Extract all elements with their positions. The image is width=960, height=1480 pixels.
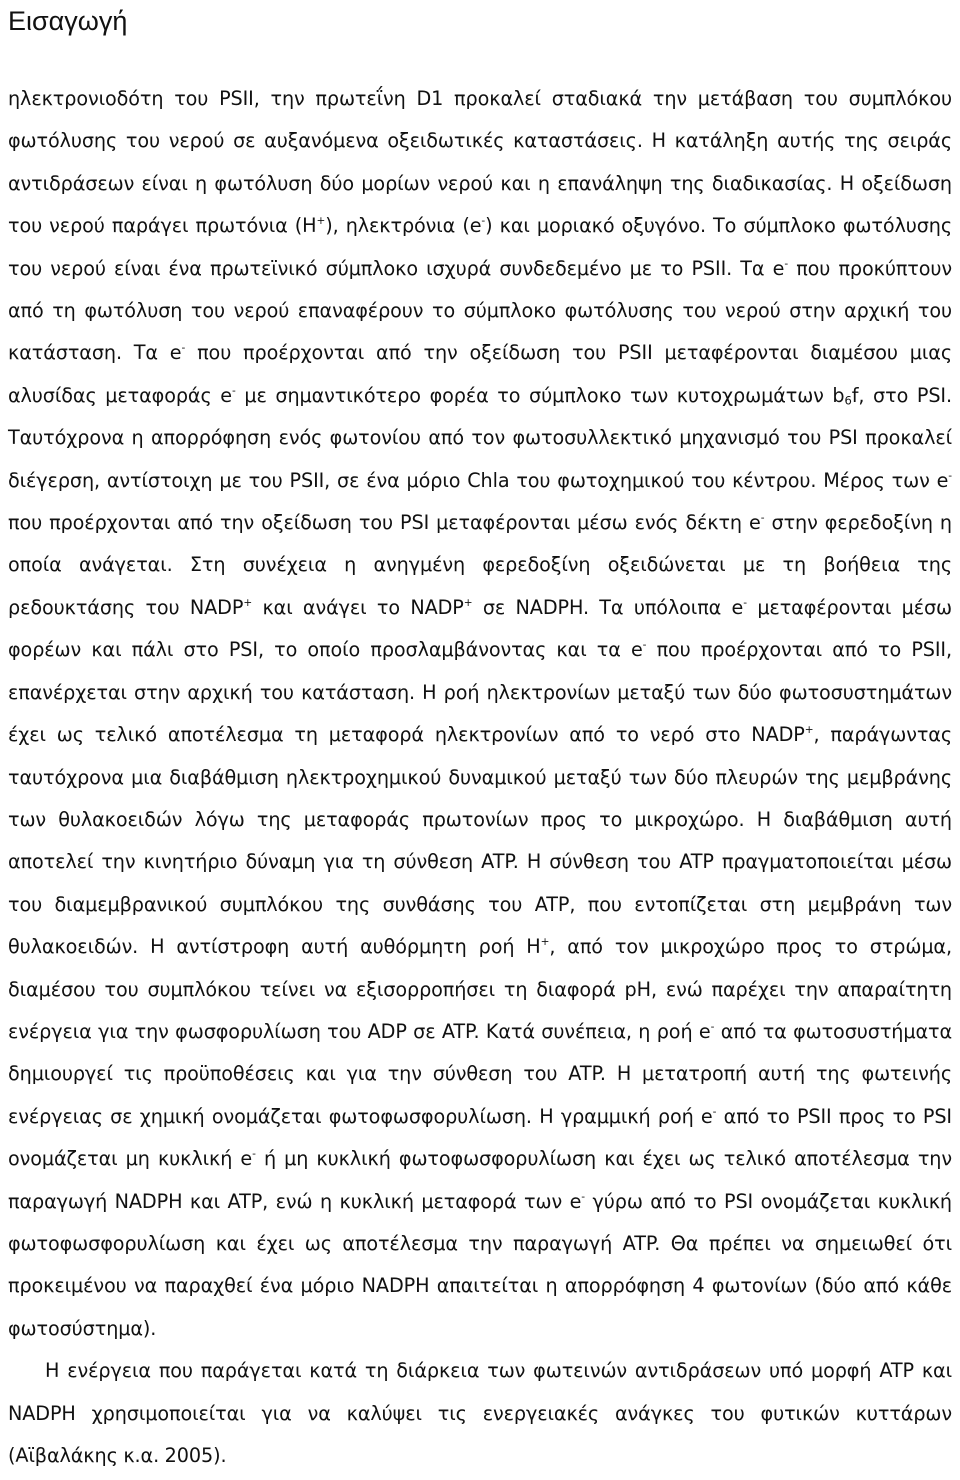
text-run: , παράγωντας ταυτόχρονα μια διαβάθμιση ηλεκτροχημικού δυναμικού μεταξύ των δύο πλευρών της μεμβράνης των θυλακοειδών λόγω της μεταφοράς πρωτονίων προς το μικροχώρο. Η διαβάθμιση αυτή αποτελεί την κινητήριο δύναμη για τη σύνθεση ATP. Η σύνθεση του ATP πραγματοποιείται μέσω του διαμεμβρανικού συμπλόκου της συνθάσης του ATP, που εντοπίζεται στη μεμβράνη των θυλακοειδών. Η αντίστροφη αυτή αυθόρμητη ροή Η: [8, 723, 953, 959]
section-heading: Εισαγωγή: [8, 6, 128, 36]
text-run: που προέρχονται από την οξείδωση του PSI μεταφέρονται μέσω ενός δέκτη e: [8, 511, 761, 535]
text-run: που προκύπτουν από τη φωτόλυση του νερού επαναφέρουν το σύμπλοκο φωτόλυσης του νερού στην αρχική του κατάσταση. Τα e: [8, 256, 953, 365]
text-run: γύρω από το PSI ονομάζεται κυκλική φωτοφωσφορυλίωση και έχει ως αποτέλεσμα την παραγωγή ATP. Θα πρέπει να σημειωθεί ότι προκειμένου να παραχθεί ένα μόριο NADPH απαιτείται η απορρόφηση 4 φωτονίων (δύο από κάθε φωτοσύστημα).: [8, 1189, 952, 1340]
superscript: -: [743, 596, 747, 609]
text-run: ηλεκτρονιοδότη του PSII, την πρωτεΐνη D1 προκαλεί σταδιακά την μετάβαση του συμπλόκου φωτόλυσης του νερού σε αυξανόμενα οξειδωτικές καταστάσεις. Η κατάληξη αυτής της σειράς αντιδράσεων είναι η φωτόλυση δύο μορίων νερού και η επανάληψη της διαδικασίας. Η οξείδωση του νερού παράγει πρωτόνια (Η: [8, 87, 952, 238]
text-run: με σημαντικότερο φορέα το σύμπλοκο των κυτοχρωμάτων b: [235, 383, 845, 407]
superscript: +: [243, 596, 253, 609]
superscript: -: [581, 1190, 586, 1203]
superscript: -: [712, 1105, 717, 1118]
body-paragraph-1: [8, 78, 952, 1350]
superscript: +: [540, 936, 550, 949]
text-run: σε NADPH. Τα υπόλοιπα e: [472, 595, 744, 619]
superscript: +: [804, 724, 814, 737]
superscript: -: [710, 1021, 715, 1034]
text-run: και ανάγει το NADP: [252, 595, 464, 619]
superscript: +: [463, 596, 473, 609]
subscript: 6: [844, 393, 852, 408]
text-run: μεταφέρονται μέσω φορέων και πάλι στο PSI, το οποίο προσλαμβάνοντας και τα e: [8, 595, 953, 662]
text-run: f, στο PSI. Ταυτόχρονα η απορρόφηση ενός φωτονίου από τον φωτοσυλλεκτικό μηχανισμό του PSI προκαλεί διέγερση, αντίστοιχη με του PSII, σε ένα μόριο Chla του φωτοχημικού του κέντρου. Μέρος των e: [8, 383, 952, 492]
superscript: -: [481, 215, 486, 228]
superscript: -: [231, 384, 236, 397]
superscript: -: [181, 342, 186, 355]
superscript: +: [316, 215, 326, 228]
text-run: από το PSII προς το PSI ονομάζεται μη κυκλική e: [8, 1104, 952, 1171]
superscript: -: [948, 469, 952, 482]
text-run: στην φερεδοξίνη η οποία ανάγεται. Στη συνέχεια η ανηγμένη φερεδοξίνη οξειδώνεται με τη βοήθεια της ρεδουκτάσης του NADP: [8, 511, 952, 619]
text-run: από τα φωτοσυστήματα δημιουργεί τις προϋποθέσεις και για την σύνθεση του ATP. Η μετατροπή αυτή της φωτεινής ενέργειας σε χημική ονομάζεται φωτοφωσφορυλίωση. Η γραμμική ροή e: [8, 1019, 952, 1128]
text-run: που προέρχονται από το PSII, επανέρχεται στην αρχική του κατάσταση. Η ροή ηλεκτρονίων μεταξύ των δύο φωτοσυστημάτων έχει ως τελικό αποτέλεσμα τη μεταφορά ηλεκτρονίων από το νερό στο NADP: [8, 638, 952, 747]
text-run: ή μη κυκλική φωτοφωσφορυλίωση και έχει ως τελικό αποτέλεσμα την παραγωγή NADPH και ATP, ενώ η κυκλική μεταφορά των e: [8, 1147, 952, 1213]
text-run: που προέρχονται από την οξείδωση του PSII μεταφέρονται διαμέσου μιας αλυσίδας μεταφοράς e: [8, 341, 952, 407]
superscript: -: [642, 639, 647, 652]
superscript: -: [760, 512, 765, 525]
superscript: -: [784, 257, 789, 270]
text-run: , από τον μικροχώρο προς το στρώμα, διαμέσου του συμπλόκου τείνει να εξισορροπήσει τη διαφορά pH, ενώ παρέχει την απαραίτητη ενέργεια για την φωσφορυλίωση του ADP σε ATP. Κατά συνέπεια, η ροή e: [8, 935, 952, 1043]
text-run: ) και μοριακό οξυγόνο. Το σύμπλοκο φωτόλυσης του νερού είναι ένα πρωτεϊνικό σύμπλοκο ισχυρά συνδεδεμένο με το PSII. Τα e: [8, 214, 953, 280]
text-run: ), ηλεκτρόνια (e: [325, 214, 482, 238]
body-paragraph-2: [8, 1350, 952, 1477]
superscript: -: [252, 1148, 256, 1161]
text-run: Η ενέργεια που παράγεται κατά τη διάρκεια των φωτεινών αντιδράσεων υπό μορφή ATP και NADPH χρησιμοποιείται για να καλύψει τις ενεργειακές ανάγκες του φυτικών κυττάρων (Αϊβαλάκης κ.α. 2005).: [8, 1359, 952, 1467]
